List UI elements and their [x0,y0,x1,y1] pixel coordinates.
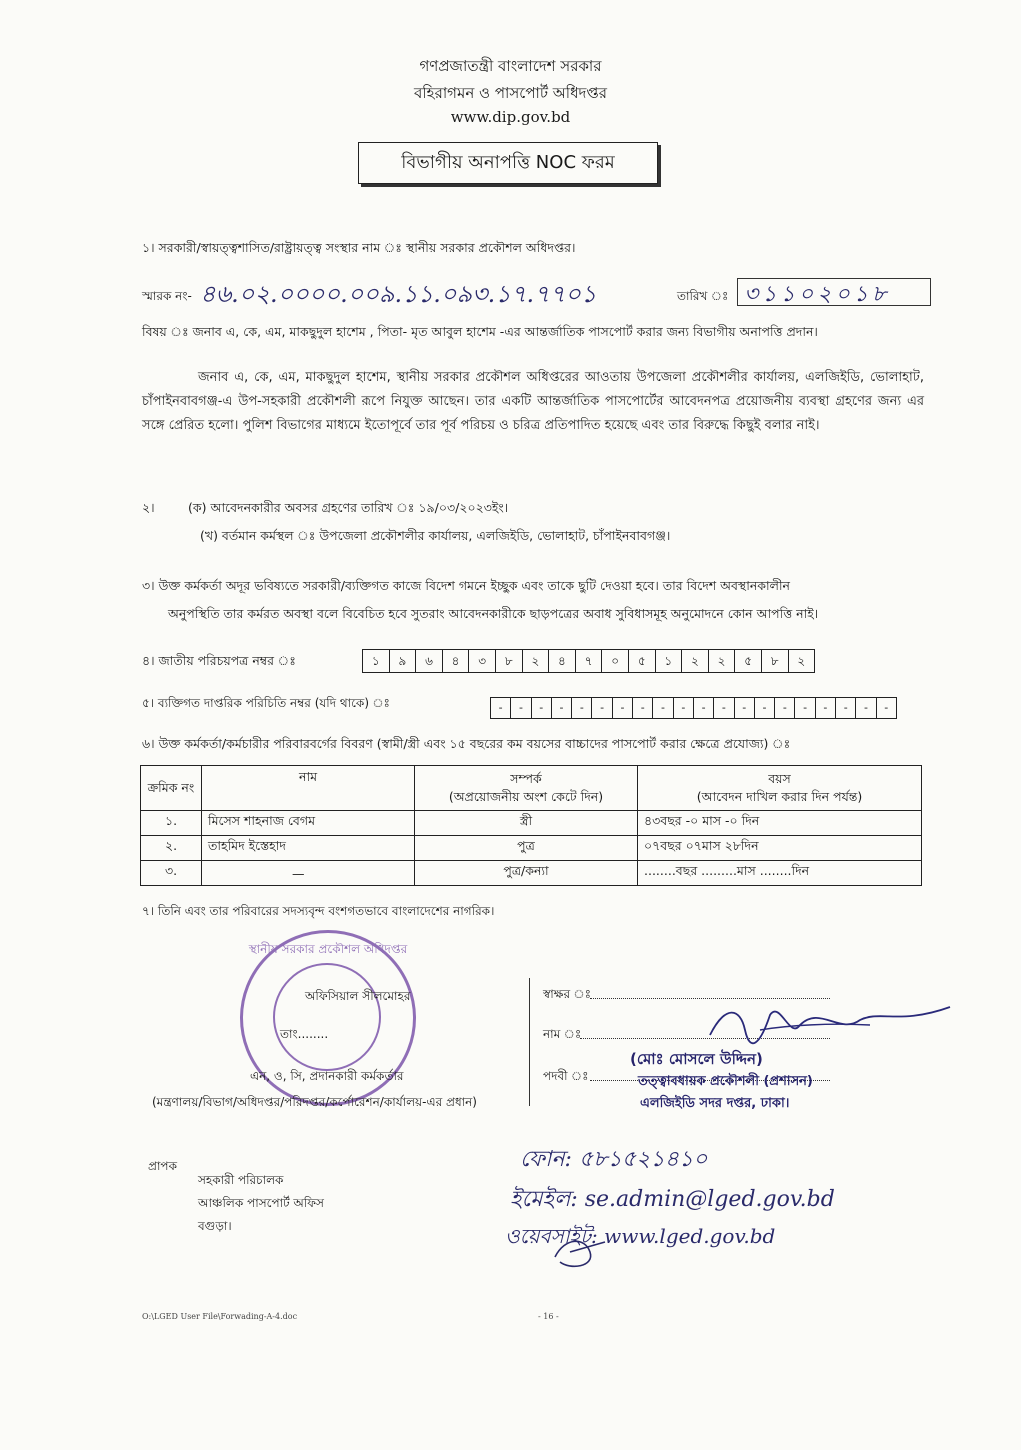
stamp-text: স্থানীয় সরকার প্রকৌশল অধিদপ্তর [248,942,408,956]
footer-file-path: O:\LGED User File\Forwading-A-4.doc [142,1312,298,1321]
row-relation: পুত্র [415,836,638,861]
memo-label: স্মারক নং- [142,289,192,303]
row-name: — [202,861,415,886]
date-label: তারিখ ঃ [677,289,729,303]
nid-digit-cell: ০ [602,650,629,672]
office-id-cell: - [572,698,592,718]
office-id-cell: - [552,698,572,718]
item-5-office-id-label: ৫। ব্যক্তিগত দাপ্তরিক পরিচিতি নম্বর (যদি থাকে) ঃ [142,696,390,710]
office-id-cell: - [592,698,612,718]
nid-digit-cell: ২ [709,650,736,672]
recipient-line-1: সহকারী পরিচালক [198,1173,284,1187]
form-title: বিভাগীয় অনাপত্তি NOC ফরম [358,142,658,184]
handwritten-phone: ফোন: ৫৮১৫২১৪১০ [520,1147,708,1172]
item-2b-workplace: (খ) বর্তমান কর্মস্থল ঃ উপজেলা প্রকৌশলীর কার্যালয়, এলজিইডি, ভোলাহাট, চাঁপাইনবাবগঞ্জ। [200,528,671,543]
handwritten-signature [700,995,960,1055]
body-paragraph: জনাব এ, কে, এম, মাকছুদুল হাশেম, স্থানীয় সরকার প্রকৌশল অধিপ্তরের আওতায় উপজেলা প্রকৌশলীর কার্যালয়, এলজিইডি, ভোলাহাট, চাঁপাইনবাবগঞ্জ-এ উপ-সহকারী প্রকৌশলী রূপে নিযুক্ত আছেন। তার একটি আন্তর্জাতিক পাসপোর্টের আবেদনপত্র প্রয়োজনীয় ব্যবস্থা গ্রহণের জন্য এর সঙ্গে প্রেরিত হলো। পুলিশ বিভাগের মাধ্যমে ইতোপূর্বে তার পূর্ব পরিচয় ও চরিত্র প্রতিপাদিত হয়েছে এবং তার বিরুদ্ধে কিছুই বলার নাই। [142,370,924,433]
row-serial: ২. [141,836,202,861]
footer-page-number: - 16 - [538,1312,559,1321]
nid-digit-cell: ২ [682,650,709,672]
col-relation-sub: (অপ্রয়োজনীয় অংশ কেটে দিন) [448,789,604,804]
office-id-cell: - [653,698,673,718]
item-3-line-2: অনুপস্থিতি তার কর্মরত অবস্থা বলে বিবেচিত হবে সুতরাং আবেদনকারীকে ছাড়পত্রের অবাধ সুবিধাসমূহ অনুমোদনে কোন আপত্তি নাই। [168,606,819,621]
col-age [638,766,922,811]
office-id-cell: - [491,698,511,718]
item-3-line-1: ৩। উক্ত কর্মকর্তা অদূর ভবিষ্যতে সরকারী/ব্যক্তিগত কাজে বিদেশ গমনে ইচ্ছুক এবং তাকে ছুটি দেওয়া হবে। তার বিদেশ অবস্থানকালীন [142,578,791,593]
row-relation: পুত্র/কন্যা [415,861,638,886]
nid-digit-grid [362,649,815,673]
office-id-cell: - [884,701,889,714]
row-age: ০৭বছর ০৭মাস ২৮দিন [638,836,922,861]
recipient-line-2: আঞ্চলিক পাসপোর্ট অফিস [198,1196,324,1210]
stamp-inner-ring [273,963,381,1071]
row-serial: ৩. [141,861,202,886]
office-id-cell: - [816,698,836,718]
nid-digit-cell: ৮ [496,650,523,672]
nid-digit-cell: ৩ [469,650,496,672]
header-website: www.dip.gov.bd [450,108,571,126]
col-relation-title: সম্পর্ক [510,771,542,786]
item-7-citizenship: ৭। তিনি এবং তার পরিবারের সদস্যবৃন্দ বংশগতভাবে বাংলাদেশের নাগরিক। [142,904,495,918]
stamp-signer-designation: তত্ত্বাবধায়ক প্রকৌশলী (প্রশাসন) [638,1074,813,1089]
office-id-cell: - [795,698,815,718]
office-id-cell: - [674,698,694,718]
nid-digit-cell: ৮ [762,650,789,672]
table-row [141,836,922,861]
office-id-cell: - [694,698,714,718]
designation-label: পদবী ঃ [543,1069,589,1083]
handwritten-email: ইমেইল: se.admin@lged.gov.bd [510,1187,835,1212]
nid-digit-cell: ৯ [390,650,417,672]
nid-digit-cell: ৪ [549,650,576,672]
nid-digit-cell: ২ [797,654,806,668]
office-id-cell: - [836,698,856,718]
nid-digit-cell: ২ [523,650,550,672]
memo-number: ৪৬.০২.০০০০.০০৯.১১.০৯৩.১৭.৭৭০১ [200,280,597,308]
row-serial: ১. [141,811,202,836]
recipient-line-3: বগুড়া। [198,1219,232,1233]
col-age-sub: (আবেদন দাখিল করার দিন পর্যন্ত) [696,789,863,804]
office-id-cell: - [613,698,633,718]
subject-line: বিষয় ঃ জনাব এ, কে, এম, মাকছুদুল হাশেম , পিতা- মৃত আবুল হাশেম -এর আন্তর্জাতিক পাসপোর্ট করার জন্য বিভাগীয় অনাপত্তি প্রদান। [142,324,818,339]
row-age: ৪৩বছর -০ মাস -০ দিন [638,811,922,836]
seal-date-label: তাং........ [280,1027,329,1041]
nid-digit-cell: ৭ [576,650,603,672]
header-line-1: গণপ্রজাতন্ত্রী বাংলাদেশ সরকার [419,57,602,75]
noc-signer-sub: (মন্ত্রণালয়/বিভাগ/অধিদপ্তর/পরিদপ্তর/কর্পোরেশন/কার্যালয়-এর প্রধান) [152,1095,477,1109]
header-line-2: বহিরাগমন ও পাসপোর্ট অধিদপ্তর [414,84,607,102]
office-id-cell: - [511,698,531,718]
nid-digit-cell: ১ [656,650,683,672]
office-id-cell: - [735,698,755,718]
row-age: ........বছর .........মাস ........দিন [638,861,922,886]
handwritten-website: ওয়েবসাইট: www.lged.gov.bd [505,1224,776,1248]
row-name: মিসেস শাহনাজ বেগম [202,811,415,836]
office-id-cell: - [775,698,795,718]
nid-digit-cell: ১ [363,650,390,672]
name-label: নাম ঃ [543,1027,582,1041]
recipient-label: প্রাপক [148,1159,177,1173]
nid-digit-cell: ৫ [629,650,656,672]
item-4-nid-label: ৪। জাতীয় পরিচয়পত্র নম্বর ঃ [142,653,296,668]
col-name: নাম [202,766,415,811]
office-id-grid [490,697,897,719]
table-row [141,811,922,836]
office-id-cell: - [856,698,876,718]
date-value: ৩১১০২০১৮ [744,282,891,307]
stamp-signer-office: এলজিইডি সদর দপ্তর, ঢাকা। [640,1096,790,1111]
office-id-cell: - [532,698,552,718]
family-table [140,765,922,886]
nid-digit-cell: ৪ [443,650,470,672]
item-2-number: ২। [142,500,155,515]
table-row [141,861,922,886]
office-id-cell: - [755,698,775,718]
col-serial: ক্রমিক নং [141,766,202,811]
item-6-family-label: ৬। উক্ত কর্মকর্তা/কর্মচারীর পরিবারবর্গের বিবরণ (স্বামী/স্ত্রী এবং ১৫ বছরের কম বয়সের বাচ্চাদের পাসপোর্ট করার ক্ষেত্রে প্রযোজ্য) ঃ [142,736,791,751]
nid-digit-cell: ৬ [416,650,443,672]
item-2a-retirement: (ক) আবেদনকারীর অবসর গ্রহণের তারিখ ঃ ১৯/০৩/২০২৩ইং। [188,500,509,515]
signature-divider [529,978,530,1106]
row-relation: স্ত্রী [415,811,638,836]
office-id-cell: - [714,698,734,718]
stamp-signer-name: (মোঃ মোসলে উদ্দিন) [630,1050,763,1068]
signature-label: স্বাক্ষর ঃ [543,987,592,1001]
handwritten-initials [550,1232,610,1272]
office-id-cell: - [633,698,653,718]
date-box [737,278,931,306]
col-relation [415,766,638,811]
nid-digit-cell: ৫ [735,650,762,672]
col-age-title: বয়স [768,771,791,786]
noc-signer-label: এন, ও, সি, প্রদানকারী কর্মকর্তার [250,1069,404,1083]
item-1-org-name: ১। সরকারী/স্বায়ত্ত্বশাসিত/রাষ্ট্রায়ত্ত্ব সংস্থার নাম ঃ স্থানীয় সরকার প্রকৌশল অধিদপ্তর। [142,240,576,255]
row-name: তাহমিদ ইস্তেহাদ [202,836,415,861]
official-seal-label: অফিসিয়াল সীলমোহর [305,989,411,1003]
